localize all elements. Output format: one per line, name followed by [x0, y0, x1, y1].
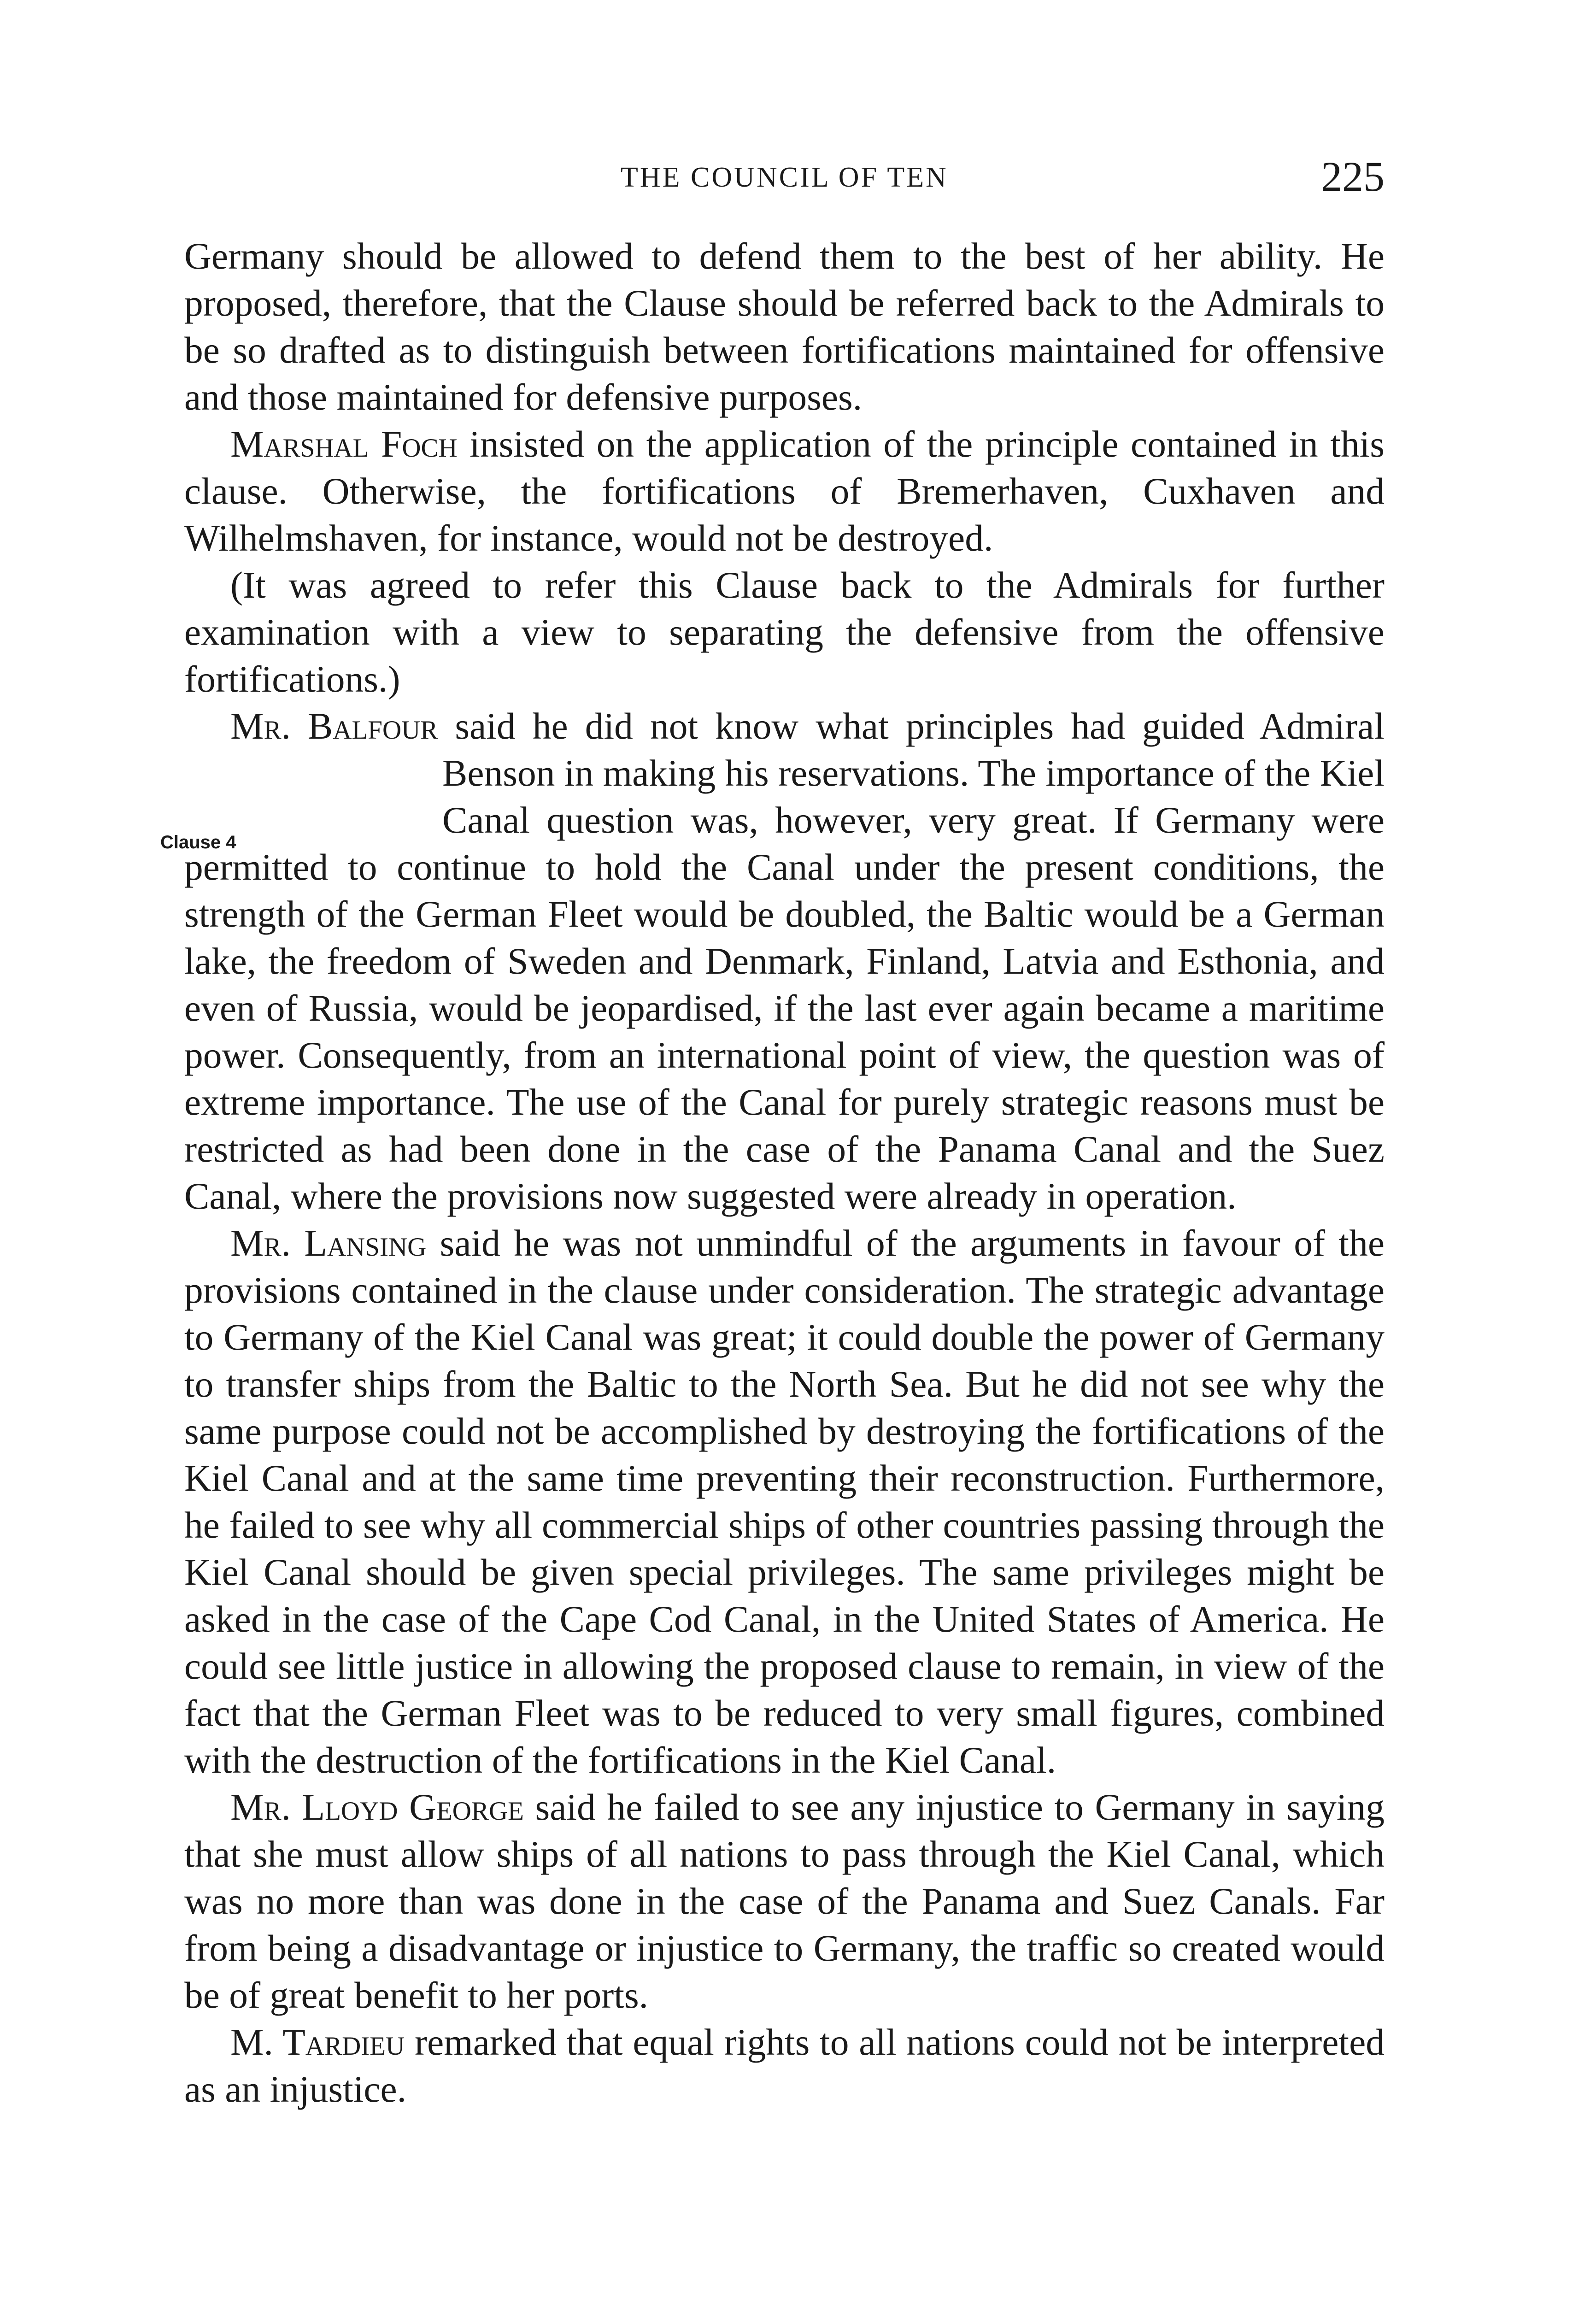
paragraph-text: Germany should be allowed to defend them to the best of her ability. He proposed, therefore, that the Clause should be referred back to the Admirals to be so drafted as to distinguish between fortifications maintained for offensive and those maintained for defensive purposes. — [184, 235, 1385, 418]
margin-note-space — [184, 750, 442, 837]
paragraph-text: said he failed to see any injustice to Germany in saying that she must allow ships of all nations to pass through the Kiel Canal, which was no more than was done in the case of the Panama and Suez Canals. Far from being a disadvantage or injustice to Germany, the traffic so created would be of great benefit to her ports. — [184, 1786, 1385, 2016]
paragraph-text: insisted on the application of the principle contained in this clause. Otherwise, the fortifications of Bremerhaven, Cuxhaven and Wilhelmshaven, for instance, would not be destroyed. — [184, 423, 1385, 559]
paragraph-lloyd-george — [184, 1784, 1385, 2019]
paragraph-resolution — [184, 562, 1385, 703]
speaker-name: M. Tardieu — [230, 2021, 405, 2063]
paragraph-balfour — [184, 703, 1385, 1220]
running-title: THE COUNCIL OF TEN — [621, 162, 948, 193]
body-text — [184, 233, 1385, 2113]
page-number: 225 — [1321, 153, 1385, 200]
speaker-name: Marshal Foch — [230, 423, 458, 465]
paragraph-lansing — [184, 1220, 1385, 1784]
speaker-name: Mr. Lloyd George — [230, 1786, 524, 1828]
paragraph-text: remarked that equal rights to all nations could not be interpreted as an injustice. — [184, 2021, 1385, 2110]
paragraph-foch — [184, 421, 1385, 562]
paragraph-continuation — [184, 233, 1385, 421]
paragraph-text: said he did not know what principles had guided Admiral Benson in making his reservations. The importance of the — [438, 705, 1385, 794]
paragraph-text: (It was agreed to refer this Clause back to the Admirals for further examination with a view to separating the defensive from the offensive fortifications.) — [184, 564, 1385, 700]
paragraph-text: Kiel Canal question was, however, very great. If Germany were permitted to continue to hold the Canal under the present conditions, the strength of the German Fleet would be doubled, the Baltic would be a German lake, the freedom of Sweden and Denmark, Finland, Latvia and Esthonia, and even of Russia, would be jeopardised, if the last ever again became a maritime power. Consequently, from an international point of view, the question was of extreme importance. The use of the Canal for purely strategic reasons must be restricted as had been done in the case of the Panama Canal and the Suez Canal, where the provisions now suggested were already in operation. — [184, 752, 1385, 1217]
running-header — [184, 152, 1385, 203]
paragraph-tardieu — [184, 2019, 1385, 2113]
speaker-name: Mr. Lansing — [230, 1222, 427, 1264]
paragraph-text: said he was not unmindful of the arguments in favour of the provisions contained in the clause under consideration. The strategic advantage to Germany of the Kiel Canal was great; it could double the power of Germany to transfer ships from the Baltic to the North Sea. But he did not see why the same purpose could not be accomplished by destroying the fortifications of the Kiel Canal and at the same time preventing their reconstruction. Furthermore, he failed to see why all commercial ships of other countries passing through the Kiel Canal should be given special privileges. The same privileges might be asked in the case of the Cape Cod Canal, in the United States of America. He could see little justice in allowing the proposed clause to remain, in view of the fact that the German Fleet was to be reduced to very small figures, combined with the destruction of the fortifications in the Kiel Canal. — [184, 1222, 1385, 1781]
margin-note-clause: Clause 4 — [160, 832, 236, 852]
speaker-name: Mr. Balfour — [230, 705, 438, 747]
